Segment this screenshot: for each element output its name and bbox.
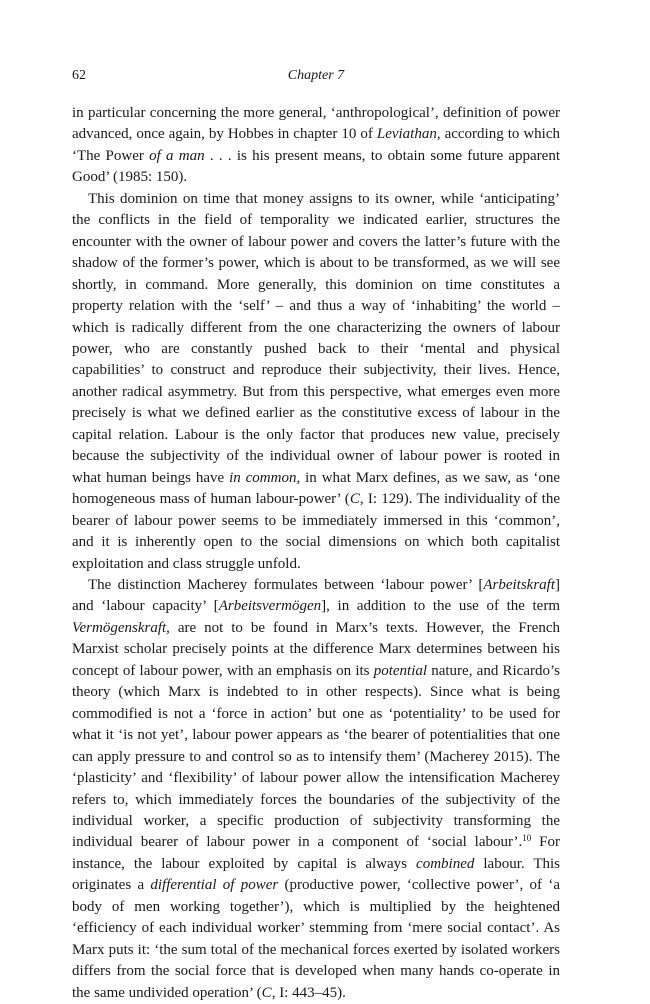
text-run: , are not to be found in Marx’s texts. However, the French Marxist scholar precisely points at the difference Marx determines between his concept of labour power, with an emphasis on its <box>72 619 560 679</box>
text-run: The distinction Macherey formulates between ‘labour power’ [ <box>88 576 484 593</box>
text-run: For instance, the labour exploited by capital is always <box>72 834 560 872</box>
italic-text: C <box>349 491 360 508</box>
italic-text: Arbeitskraft <box>483 576 555 593</box>
italic-text: combined <box>416 855 475 872</box>
text-run: nature, and Ricardo’s theory (which Marx is indebted to in other respects). Since what is being commodified is not a ‘force in action’ but one as ‘potentiality’ to be used for what it ‘is not yet’, labour power appears as ‘the bearer of potentialities that one can apply pressure to and control so as to intensify them’ (Macherey 2015). The ‘plasticity’ and ‘flexibility’ of labour power allow the intensification Macherey refers to, which immediately forces the boundaries of the subjectivity of the individual worker, a specific production of subjectivity transforming the individual bearer of labour power in a component of ‘social labour’. <box>72 662 560 851</box>
italic-text: of a man <box>149 147 205 164</box>
text-run: in particular concerning the more general, ‘anthropological’, definition of power advanced, once again, by Hobbes in chapter 10 of <box>72 105 560 143</box>
paragraph-1 <box>72 103 560 189</box>
text-run: This dominion on time that money assigns to its owner, while ‘anticipating’ the conflicts in the field of temporality we indicated earlier, structures the encounter with the owner of labour power and covers the latter’s future with the shadow of the former’s power, which is about to be transformed, as we will see shortly, in command. More generally, this dominion on time constitutes a property relation with the ‘self’ – and thus a way of ‘inhabiting’ the world – which is radically different from the one characterizing the owners of labour power, who are constantly pushed back to their ‘mental and physical capabilities’ to construct and reproduce their subjectivity, their lives. Hence, another radical asymmetry. But from this perspective, what emerges even more precisely is what we defined earlier as the constitutive excess of labour in the capital relation. Labour is the only factor that produces new value, precisely because the subjectivity of the individual owner of labour power is rooted in what human beings have <box>72 190 560 486</box>
italic-text: Vermögenskraft <box>72 619 167 636</box>
text-run: (productive power, ‘collective power’, of ‘a body of men working together’), which is multiplied by the heightened ‘efficiency of each individual worker’ stemming from ‘mere social contact’. As Marx puts it: ‘the sum total of the mechanical forces exerted by isolated workers differs from the social force that is developed when many hands co-operate in the same undivided operation’ ( <box>72 877 560 1001</box>
italic-text: differential of power <box>150 877 279 894</box>
text-run: , I: 443–45). <box>271 984 346 1001</box>
italic-text: potential <box>373 662 428 679</box>
italic-text: C <box>261 984 272 1001</box>
text-run: labour. This originates a <box>72 855 561 894</box>
page-number: 62 <box>72 68 86 83</box>
text-run: ] and ‘labour capacity’ [ <box>72 576 560 615</box>
paragraph-2 <box>72 189 560 575</box>
text-run: , I: 129). The individuality of the bearer of labour power seems to be immediately immersed in this ‘common’, and it is inherently open to the social dimensions on which both capitalist exploitation and class struggle unfold. <box>72 491 560 572</box>
text-run: ], in addition to the use of the term <box>321 598 560 615</box>
running-head <box>72 68 560 90</box>
italic-text: Arbeitsvermögen <box>218 598 322 615</box>
text-run: , according to which ‘The Power <box>72 126 560 164</box>
text-run: , in what Marx defines, as we saw, as ‘one homogeneous mass of human labour-power’ ( <box>72 469 560 508</box>
chapter-title: Chapter 7 <box>287 68 345 83</box>
text-run: . . . is his present means, to obtain some future apparent Good’ (1985: 150). <box>72 147 561 186</box>
italic-text: in common <box>229 469 297 486</box>
book-page <box>72 68 560 1004</box>
paragraph-3 <box>72 575 560 1004</box>
italic-text: Leviathan <box>376 126 437 143</box>
footnote-marker: 10 <box>522 833 532 844</box>
body-text <box>72 103 560 1004</box>
